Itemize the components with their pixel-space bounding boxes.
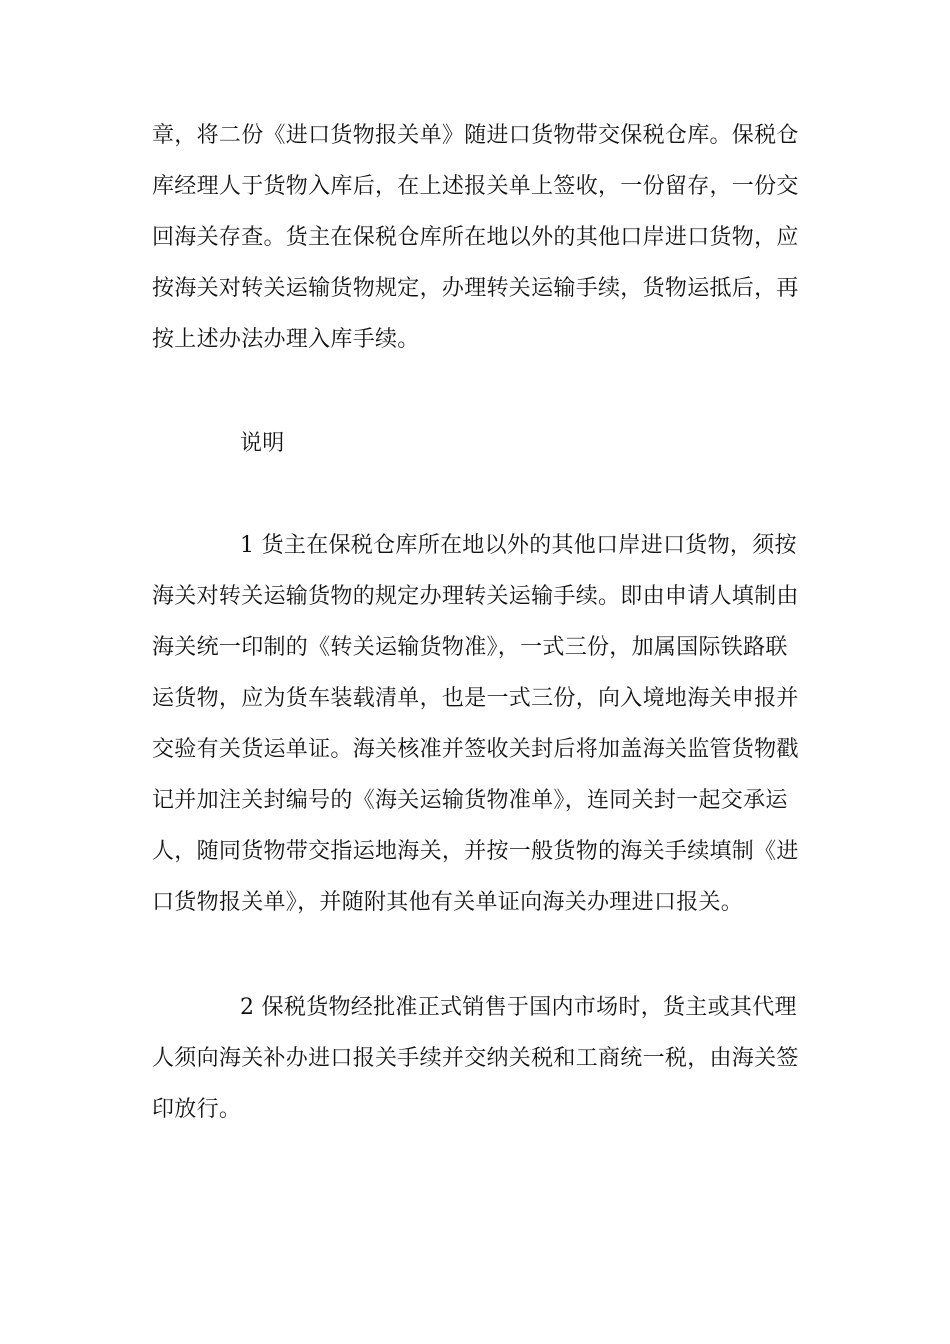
paragraph-line: 按海关对转关运输货物规定，办理转关运输手续，货物运抵后，再 xyxy=(152,276,799,301)
lead-paragraph xyxy=(152,110,804,365)
explanation-paragraph-2 xyxy=(152,982,804,1135)
section-heading-text: 说明 xyxy=(240,431,285,456)
section-heading xyxy=(152,418,804,469)
paragraph-line: 口货物报关单》，并随附其他有关单证向海关办理进口报关。 xyxy=(152,890,744,915)
paragraph-line: 交验有关货运单证。海关核准并签收关封后将加盖海关监管货物戳 xyxy=(152,737,799,762)
paragraph-line: 印放行。 xyxy=(152,1097,242,1122)
paragraph-line: 人须向海关补办进口报关手续并交纳关税和工商统一税，由海关签 xyxy=(152,1046,799,1071)
paragraph-line: 海关统一印制的《转关运输货物准》，一式三份，加属国际铁路联 xyxy=(152,635,788,660)
paragraph-line: 2 保税货物经批准正式销售于国内市场时，货主或其代理 xyxy=(240,995,797,1020)
paragraph-line: 运货物，应为货车装载清单，也是一式三份，向入境地海关申报并 xyxy=(152,686,799,711)
paragraph-line: 海关对转关运输货物的规定办理转关运输手续。即由申请人填制由 xyxy=(152,584,799,609)
paragraph-line: 回海关存查。货主在保税仓库所在地以外的其他口岸进口货物，应 xyxy=(152,225,799,250)
paragraph-line: 库经理人于货物入库后，在上述报关单上签收，一份留存，一份交 xyxy=(152,174,799,199)
explanation-paragraph-1 xyxy=(152,520,804,928)
paragraph-line: 人，随同货物带交指运地海关，并按一般货物的海关手续填制《进 xyxy=(152,839,799,864)
paragraph-line: 章，将二份《进口货物报关单》随进口货物带交保税仓库。保税仓 xyxy=(152,123,799,148)
paragraph-line: 记并加注关封编号的《海关运输货物准单》，连同关封一起交承运 xyxy=(152,788,788,813)
paragraph-line: 按上述办法办理入库手续。 xyxy=(152,327,420,352)
paragraph-line: 1 货主在保税仓库所在地以外的其他口岸进口货物，须按 xyxy=(240,533,797,558)
